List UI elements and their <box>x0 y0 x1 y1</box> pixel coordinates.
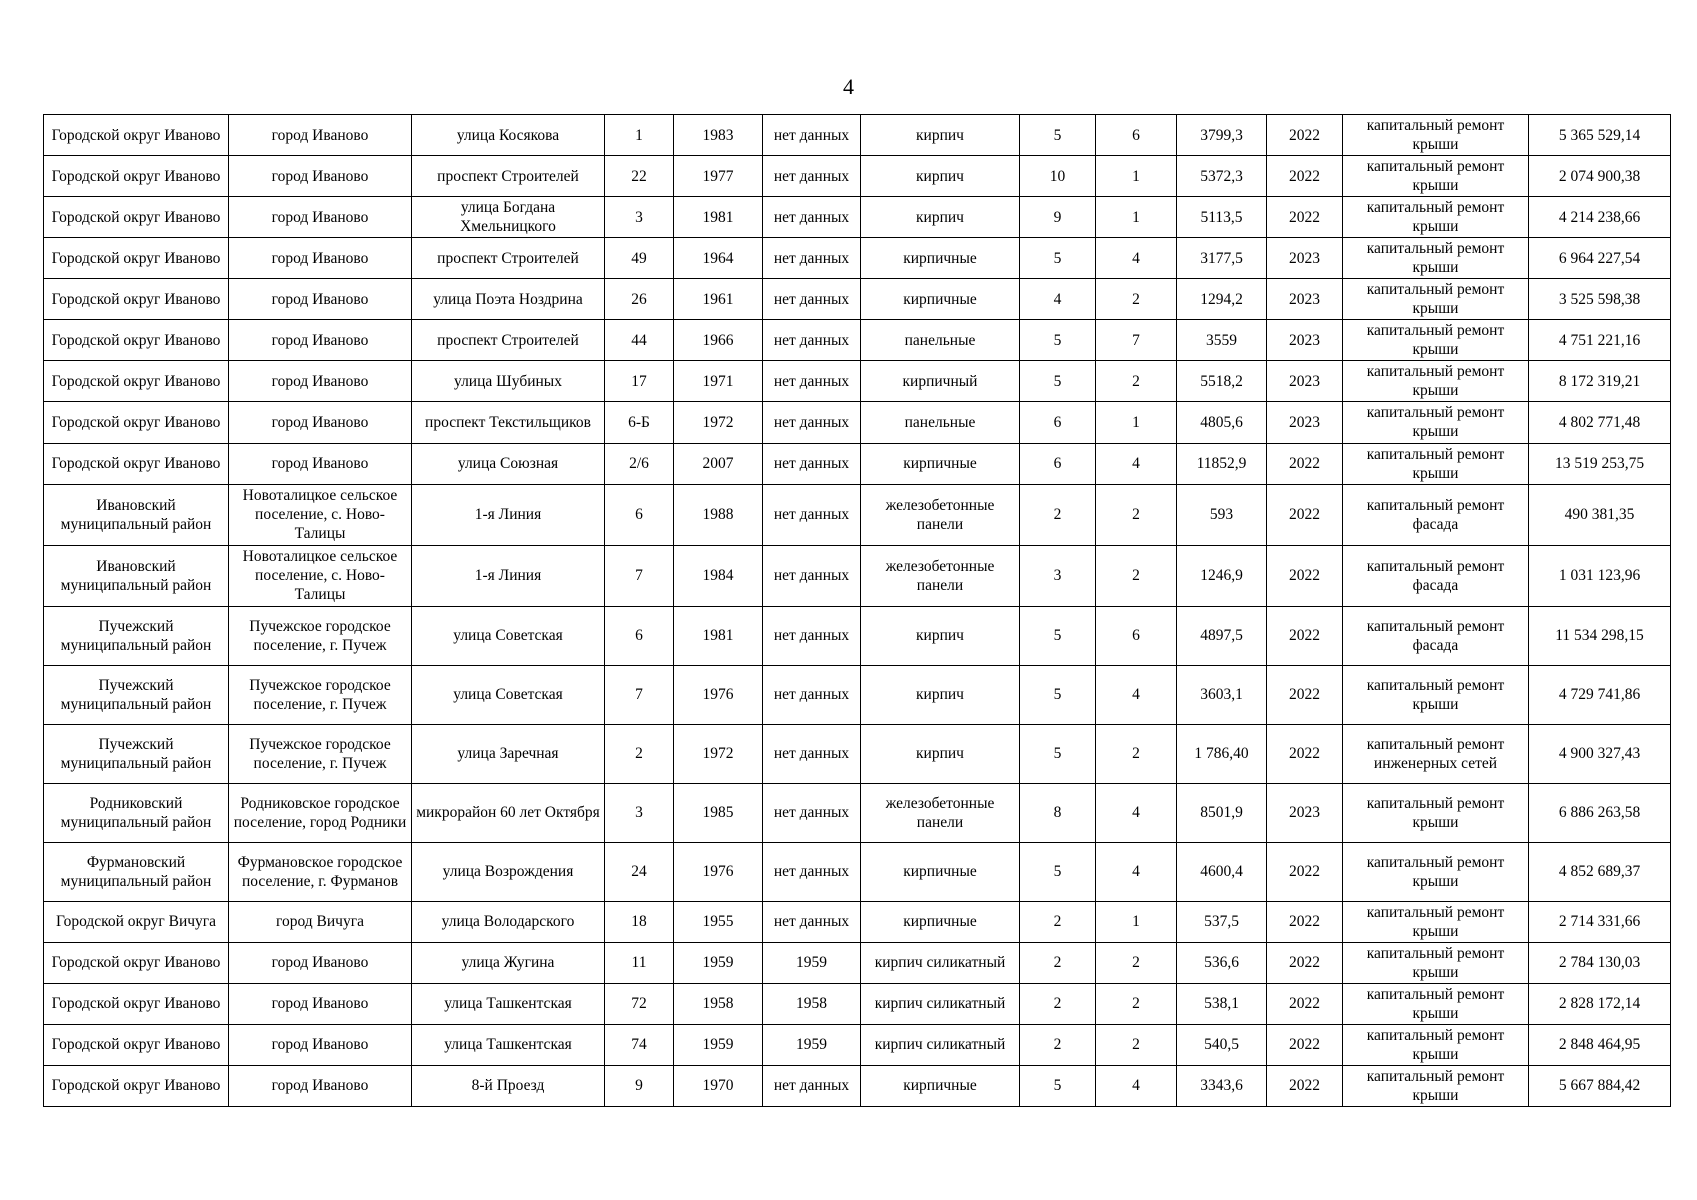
cell-settlement: Пучежское городское поселение, г. Пучеж <box>229 665 412 724</box>
cell-wall-material: железобетонные панели <box>861 545 1020 606</box>
cell-area: 4600,4 <box>1177 842 1267 901</box>
cell-repair-type: капитальный ремонт крыши <box>1343 983 1529 1024</box>
cell-repair-type: капитальный ремонт фасада <box>1343 545 1529 606</box>
cell-commissioning-year: нет данных <box>763 665 861 724</box>
cell-build-year: 1961 <box>674 279 763 320</box>
cell-repair-year: 2022 <box>1267 942 1343 983</box>
cell-entrances: 6 <box>1096 115 1177 156</box>
cell-settlement: Пучежское городское поселение, г. Пучеж <box>229 606 412 665</box>
cell-wall-material: кирпич силикатный <box>861 1024 1020 1065</box>
cell-build-year: 1976 <box>674 665 763 724</box>
cell-repair-type: капитальный ремонт инженерных сетей <box>1343 724 1529 783</box>
cell-street: улица Заречная <box>412 724 605 783</box>
cell-commissioning-year: 1959 <box>763 1024 861 1065</box>
cell-floors: 2 <box>1020 901 1096 942</box>
cell-wall-material: кирпич <box>861 197 1020 238</box>
cell-repair-year: 2023 <box>1267 320 1343 361</box>
cell-repair-type: капитальный ремонт крыши <box>1343 402 1529 443</box>
cell-wall-material: кирпич <box>861 606 1020 665</box>
table-body <box>44 115 1671 1107</box>
cell-repair-type: капитальный ремонт крыши <box>1343 320 1529 361</box>
cell-house-number: 18 <box>605 901 674 942</box>
cell-commissioning-year: нет данных <box>763 783 861 842</box>
cell-build-year: 1972 <box>674 402 763 443</box>
cell-house-number: 7 <box>605 665 674 724</box>
cell-repair-type: капитальный ремонт крыши <box>1343 443 1529 484</box>
cell-settlement: город Иваново <box>229 156 412 197</box>
cell-repair-year: 2023 <box>1267 238 1343 279</box>
cell-cost: 2 074 900,38 <box>1529 156 1671 197</box>
cell-wall-material: кирпичные <box>861 1065 1020 1106</box>
cell-commissioning-year: нет данных <box>763 545 861 606</box>
cell-area: 5518,2 <box>1177 361 1267 402</box>
cell-repair-year: 2022 <box>1267 484 1343 545</box>
cell-settlement: город Иваново <box>229 1065 412 1106</box>
table-row <box>44 942 1671 983</box>
cell-settlement: Фурмановское городское поселение, г. Фурманов <box>229 842 412 901</box>
cell-floors: 9 <box>1020 197 1096 238</box>
cell-municipality: Городской округ Иваново <box>44 361 229 402</box>
cell-wall-material: кирпичные <box>861 279 1020 320</box>
cell-repair-type: капитальный ремонт крыши <box>1343 1065 1529 1106</box>
cell-house-number: 3 <box>605 197 674 238</box>
cell-house-number: 24 <box>605 842 674 901</box>
cell-repair-type: капитальный ремонт крыши <box>1343 783 1529 842</box>
cell-cost: 13 519 253,75 <box>1529 443 1671 484</box>
cell-house-number: 74 <box>605 1024 674 1065</box>
cell-cost: 4 214 238,66 <box>1529 197 1671 238</box>
table-row <box>44 279 1671 320</box>
cell-build-year: 1959 <box>674 1024 763 1065</box>
cell-repair-year: 2022 <box>1267 901 1343 942</box>
cell-floors: 5 <box>1020 361 1096 402</box>
table-row <box>44 115 1671 156</box>
cell-area: 540,5 <box>1177 1024 1267 1065</box>
cell-municipality: Городской округ Иваново <box>44 238 229 279</box>
cell-municipality: Городской округ Иваново <box>44 1024 229 1065</box>
table-row <box>44 361 1671 402</box>
cell-build-year: 1984 <box>674 545 763 606</box>
cell-settlement: город Вичуга <box>229 901 412 942</box>
cell-floors: 4 <box>1020 279 1096 320</box>
cell-entrances: 2 <box>1096 724 1177 783</box>
cell-commissioning-year: нет данных <box>763 197 861 238</box>
cell-entrances: 2 <box>1096 545 1177 606</box>
cell-house-number: 2/6 <box>605 443 674 484</box>
cell-street: улица Советская <box>412 665 605 724</box>
cell-house-number: 3 <box>605 783 674 842</box>
cell-cost: 6 886 263,58 <box>1529 783 1671 842</box>
table-row <box>44 402 1671 443</box>
cell-wall-material: кирпич <box>861 724 1020 783</box>
table-row <box>44 238 1671 279</box>
cell-street: улица Богдана Хмельницкого <box>412 197 605 238</box>
cell-build-year: 1966 <box>674 320 763 361</box>
cell-repair-year: 2022 <box>1267 724 1343 783</box>
cell-street: улица Возрождения <box>412 842 605 901</box>
cell-repair-type: капитальный ремонт крыши <box>1343 197 1529 238</box>
cell-repair-type: капитальный ремонт крыши <box>1343 665 1529 724</box>
cell-build-year: 1955 <box>674 901 763 942</box>
cell-area: 8501,9 <box>1177 783 1267 842</box>
cell-house-number: 6 <box>605 484 674 545</box>
cell-area: 4897,5 <box>1177 606 1267 665</box>
cell-settlement: город Иваново <box>229 361 412 402</box>
cell-repair-year: 2022 <box>1267 156 1343 197</box>
cell-area: 5372,3 <box>1177 156 1267 197</box>
cell-commissioning-year: нет данных <box>763 115 861 156</box>
cell-house-number: 49 <box>605 238 674 279</box>
cell-entrances: 7 <box>1096 320 1177 361</box>
cell-house-number: 9 <box>605 1065 674 1106</box>
cell-area: 1 786,40 <box>1177 724 1267 783</box>
cell-street: проспект Строителей <box>412 156 605 197</box>
cell-repair-type: капитальный ремонт крыши <box>1343 156 1529 197</box>
cell-commissioning-year: нет данных <box>763 402 861 443</box>
cell-floors: 5 <box>1020 320 1096 361</box>
cell-cost: 5 365 529,14 <box>1529 115 1671 156</box>
cell-build-year: 1964 <box>674 238 763 279</box>
cell-street: улица Косякова <box>412 115 605 156</box>
cell-settlement: город Иваново <box>229 197 412 238</box>
cell-wall-material: кирпичные <box>861 238 1020 279</box>
cell-area: 1246,9 <box>1177 545 1267 606</box>
cell-build-year: 1985 <box>674 783 763 842</box>
cell-floors: 2 <box>1020 983 1096 1024</box>
cell-floors: 5 <box>1020 665 1096 724</box>
cell-municipality: Городской округ Иваново <box>44 1065 229 1106</box>
cell-floors: 5 <box>1020 1065 1096 1106</box>
cell-entrances: 4 <box>1096 443 1177 484</box>
cell-repair-type: капитальный ремонт крыши <box>1343 279 1529 320</box>
cell-settlement: город Иваново <box>229 443 412 484</box>
cell-wall-material: кирпич силикатный <box>861 942 1020 983</box>
cell-street: 1-я Линия <box>412 484 605 545</box>
cell-build-year: 1981 <box>674 197 763 238</box>
table-row <box>44 724 1671 783</box>
cell-settlement: город Иваново <box>229 279 412 320</box>
cell-cost: 4 751 221,16 <box>1529 320 1671 361</box>
cell-municipality: Городской округ Иваново <box>44 942 229 983</box>
cell-cost: 3 525 598,38 <box>1529 279 1671 320</box>
cell-floors: 2 <box>1020 484 1096 545</box>
cell-street: 8-й Проезд <box>412 1065 605 1106</box>
cell-area: 11852,9 <box>1177 443 1267 484</box>
cell-commissioning-year: нет данных <box>763 279 861 320</box>
cell-repair-type: капитальный ремонт крыши <box>1343 942 1529 983</box>
cell-cost: 2 828 172,14 <box>1529 983 1671 1024</box>
table-row <box>44 606 1671 665</box>
cell-municipality: Городской округ Иваново <box>44 402 229 443</box>
cell-repair-year: 2022 <box>1267 545 1343 606</box>
table-row <box>44 320 1671 361</box>
cell-build-year: 1988 <box>674 484 763 545</box>
cell-area: 593 <box>1177 484 1267 545</box>
cell-wall-material: панельные <box>861 320 1020 361</box>
cell-repair-year: 2022 <box>1267 197 1343 238</box>
cell-repair-year: 2023 <box>1267 402 1343 443</box>
cell-area: 3799,3 <box>1177 115 1267 156</box>
cell-floors: 3 <box>1020 545 1096 606</box>
cell-wall-material: кирпичный <box>861 361 1020 402</box>
cell-municipality: Пучежский муниципальный район <box>44 724 229 783</box>
cell-municipality: Городской округ Иваново <box>44 279 229 320</box>
cell-build-year: 1972 <box>674 724 763 783</box>
cell-commissioning-year: нет данных <box>763 156 861 197</box>
cell-wall-material: панельные <box>861 402 1020 443</box>
cell-house-number: 2 <box>605 724 674 783</box>
cell-entrances: 1 <box>1096 156 1177 197</box>
cell-floors: 5 <box>1020 606 1096 665</box>
cell-commissioning-year: нет данных <box>763 1065 861 1106</box>
cell-build-year: 1971 <box>674 361 763 402</box>
cell-house-number: 22 <box>605 156 674 197</box>
cell-house-number: 17 <box>605 361 674 402</box>
cell-repair-year: 2023 <box>1267 783 1343 842</box>
cell-street: улица Ташкентская <box>412 1024 605 1065</box>
table-row <box>44 156 1671 197</box>
cell-build-year: 1983 <box>674 115 763 156</box>
cell-entrances: 2 <box>1096 942 1177 983</box>
cell-house-number: 26 <box>605 279 674 320</box>
cell-entrances: 2 <box>1096 361 1177 402</box>
cell-repair-year: 2023 <box>1267 279 1343 320</box>
cell-municipality: Городской округ Иваново <box>44 115 229 156</box>
cell-repair-type: капитальный ремонт фасада <box>1343 484 1529 545</box>
cell-settlement: город Иваново <box>229 238 412 279</box>
cell-floors: 5 <box>1020 724 1096 783</box>
cell-wall-material: кирпич <box>861 156 1020 197</box>
cell-floors: 5 <box>1020 238 1096 279</box>
cell-street: улица Ташкентская <box>412 983 605 1024</box>
cell-cost: 2 784 130,03 <box>1529 942 1671 983</box>
cell-municipality: Фурмановский муниципальный район <box>44 842 229 901</box>
cell-entrances: 1 <box>1096 197 1177 238</box>
cell-build-year: 1959 <box>674 942 763 983</box>
cell-settlement: Новоталицкое сельское поселение, с. Ново-Талицы <box>229 484 412 545</box>
cell-street: улица Поэта Ноздрина <box>412 279 605 320</box>
cell-floors: 6 <box>1020 402 1096 443</box>
cell-commissioning-year: нет данных <box>763 320 861 361</box>
cell-entrances: 4 <box>1096 1065 1177 1106</box>
cell-municipality: Пучежский муниципальный район <box>44 665 229 724</box>
cell-repair-year: 2022 <box>1267 983 1343 1024</box>
cell-cost: 8 172 319,21 <box>1529 361 1671 402</box>
cell-repair-year: 2022 <box>1267 665 1343 724</box>
cell-entrances: 4 <box>1096 238 1177 279</box>
cell-build-year: 1976 <box>674 842 763 901</box>
cell-area: 5113,5 <box>1177 197 1267 238</box>
cell-repair-year: 2022 <box>1267 842 1343 901</box>
cell-street: улица Жугина <box>412 942 605 983</box>
cell-settlement: город Иваново <box>229 115 412 156</box>
cell-municipality: Ивановский муниципальный район <box>44 545 229 606</box>
cell-settlement: Родниковское городское поселение, город Родники <box>229 783 412 842</box>
cell-settlement: город Иваново <box>229 983 412 1024</box>
cell-municipality: Ивановский муниципальный район <box>44 484 229 545</box>
cell-wall-material: кирпичные <box>861 901 1020 942</box>
cell-commissioning-year: нет данных <box>763 361 861 402</box>
cell-cost: 4 802 771,48 <box>1529 402 1671 443</box>
cell-settlement: город Иваново <box>229 942 412 983</box>
cell-cost: 4 729 741,86 <box>1529 665 1671 724</box>
cell-street: проспект Строителей <box>412 320 605 361</box>
cell-area: 4805,6 <box>1177 402 1267 443</box>
cell-street: улица Шубиных <box>412 361 605 402</box>
cell-area: 3603,1 <box>1177 665 1267 724</box>
page-number: 4 <box>843 74 854 99</box>
cell-entrances: 2 <box>1096 484 1177 545</box>
cell-municipality: Родниковский муниципальный район <box>44 783 229 842</box>
cell-entrances: 2 <box>1096 1024 1177 1065</box>
table-row <box>44 1065 1671 1106</box>
cell-commissioning-year: нет данных <box>763 484 861 545</box>
cell-area: 1294,2 <box>1177 279 1267 320</box>
cell-cost: 2 848 464,95 <box>1529 1024 1671 1065</box>
table-row <box>44 665 1671 724</box>
cell-municipality: Городской округ Иваново <box>44 443 229 484</box>
cell-municipality: Городской округ Иваново <box>44 156 229 197</box>
cell-municipality: Пучежский муниципальный район <box>44 606 229 665</box>
cell-floors: 2 <box>1020 1024 1096 1065</box>
cell-area: 537,5 <box>1177 901 1267 942</box>
cell-street: улица Володарского <box>412 901 605 942</box>
cell-build-year: 1981 <box>674 606 763 665</box>
cell-house-number: 11 <box>605 942 674 983</box>
cell-municipality: Городской округ Вичуга <box>44 901 229 942</box>
cell-settlement: Пучежское городское поселение, г. Пучеж <box>229 724 412 783</box>
cell-entrances: 1 <box>1096 402 1177 443</box>
cell-repair-year: 2022 <box>1267 1065 1343 1106</box>
table-row <box>44 901 1671 942</box>
cell-floors: 5 <box>1020 115 1096 156</box>
table-row <box>44 842 1671 901</box>
cell-cost: 4 852 689,37 <box>1529 842 1671 901</box>
cell-repair-type: капитальный ремонт фасада <box>1343 606 1529 665</box>
cell-area: 3343,6 <box>1177 1065 1267 1106</box>
buildings-repair-table <box>43 114 1671 1107</box>
cell-cost: 2 714 331,66 <box>1529 901 1671 942</box>
cell-repair-year: 2022 <box>1267 606 1343 665</box>
cell-wall-material: кирпич силикатный <box>861 983 1020 1024</box>
cell-commissioning-year: нет данных <box>763 606 861 665</box>
table-row <box>44 1024 1671 1065</box>
cell-wall-material: железобетонные панели <box>861 783 1020 842</box>
cell-repair-type: капитальный ремонт крыши <box>1343 842 1529 901</box>
cell-entrances: 2 <box>1096 279 1177 320</box>
cell-cost: 490 381,35 <box>1529 484 1671 545</box>
cell-house-number: 44 <box>605 320 674 361</box>
cell-wall-material: кирпичные <box>861 443 1020 484</box>
cell-repair-type: капитальный ремонт крыши <box>1343 1024 1529 1065</box>
cell-floors: 2 <box>1020 942 1096 983</box>
cell-entrances: 2 <box>1096 983 1177 1024</box>
table-row <box>44 484 1671 545</box>
cell-cost: 11 534 298,15 <box>1529 606 1671 665</box>
cell-house-number: 1 <box>605 115 674 156</box>
cell-entrances: 6 <box>1096 606 1177 665</box>
table-row <box>44 545 1671 606</box>
cell-repair-type: капитальный ремонт крыши <box>1343 901 1529 942</box>
table-row <box>44 197 1671 238</box>
cell-area: 538,1 <box>1177 983 1267 1024</box>
cell-floors: 10 <box>1020 156 1096 197</box>
cell-house-number: 7 <box>605 545 674 606</box>
table-row <box>44 783 1671 842</box>
cell-repair-year: 2022 <box>1267 115 1343 156</box>
cell-house-number: 6-Б <box>605 402 674 443</box>
cell-cost: 5 667 884,42 <box>1529 1065 1671 1106</box>
cell-settlement: город Иваново <box>229 320 412 361</box>
table-row <box>44 983 1671 1024</box>
cell-commissioning-year: нет данных <box>763 443 861 484</box>
cell-settlement: город Иваново <box>229 1024 412 1065</box>
cell-area: 3559 <box>1177 320 1267 361</box>
cell-entrances: 1 <box>1096 901 1177 942</box>
cell-house-number: 72 <box>605 983 674 1024</box>
cell-commissioning-year: 1958 <box>763 983 861 1024</box>
cell-municipality: Городской округ Иваново <box>44 320 229 361</box>
cell-cost: 1 031 123,96 <box>1529 545 1671 606</box>
cell-settlement: город Иваново <box>229 402 412 443</box>
table-row <box>44 443 1671 484</box>
cell-street: улица Советская <box>412 606 605 665</box>
cell-commissioning-year: нет данных <box>763 901 861 942</box>
cell-repair-year: 2022 <box>1267 443 1343 484</box>
cell-repair-year: 2022 <box>1267 1024 1343 1065</box>
cell-entrances: 4 <box>1096 783 1177 842</box>
cell-build-year: 1970 <box>674 1065 763 1106</box>
cell-repair-type: капитальный ремонт крыши <box>1343 238 1529 279</box>
cell-commissioning-year: 1959 <box>763 942 861 983</box>
cell-commissioning-year: нет данных <box>763 238 861 279</box>
cell-cost: 4 900 327,43 <box>1529 724 1671 783</box>
cell-build-year: 1958 <box>674 983 763 1024</box>
cell-entrances: 4 <box>1096 665 1177 724</box>
cell-commissioning-year: нет данных <box>763 842 861 901</box>
cell-street: проспект Строителей <box>412 238 605 279</box>
cell-entrances: 4 <box>1096 842 1177 901</box>
cell-build-year: 1977 <box>674 156 763 197</box>
cell-house-number: 6 <box>605 606 674 665</box>
cell-repair-type: капитальный ремонт крыши <box>1343 361 1529 402</box>
cell-street: 1-я Линия <box>412 545 605 606</box>
cell-floors: 6 <box>1020 443 1096 484</box>
cell-wall-material: железобетонные панели <box>861 484 1020 545</box>
cell-floors: 8 <box>1020 783 1096 842</box>
cell-street: проспект Текстильщиков <box>412 402 605 443</box>
cell-area: 536,6 <box>1177 942 1267 983</box>
cell-settlement: Новоталицкое сельское поселение, с. Ново-Талицы <box>229 545 412 606</box>
cell-street: микрорайон 60 лет Октября <box>412 783 605 842</box>
cell-floors: 5 <box>1020 842 1096 901</box>
cell-commissioning-year: нет данных <box>763 724 861 783</box>
cell-repair-type: капитальный ремонт крыши <box>1343 115 1529 156</box>
cell-wall-material: кирпичные <box>861 842 1020 901</box>
cell-wall-material: кирпич <box>861 115 1020 156</box>
cell-municipality: Городской округ Иваново <box>44 197 229 238</box>
cell-build-year: 2007 <box>674 443 763 484</box>
cell-repair-year: 2023 <box>1267 361 1343 402</box>
cell-wall-material: кирпич <box>861 665 1020 724</box>
cell-municipality: Городской округ Иваново <box>44 983 229 1024</box>
cell-area: 3177,5 <box>1177 238 1267 279</box>
cell-street: улица Союзная <box>412 443 605 484</box>
cell-cost: 6 964 227,54 <box>1529 238 1671 279</box>
